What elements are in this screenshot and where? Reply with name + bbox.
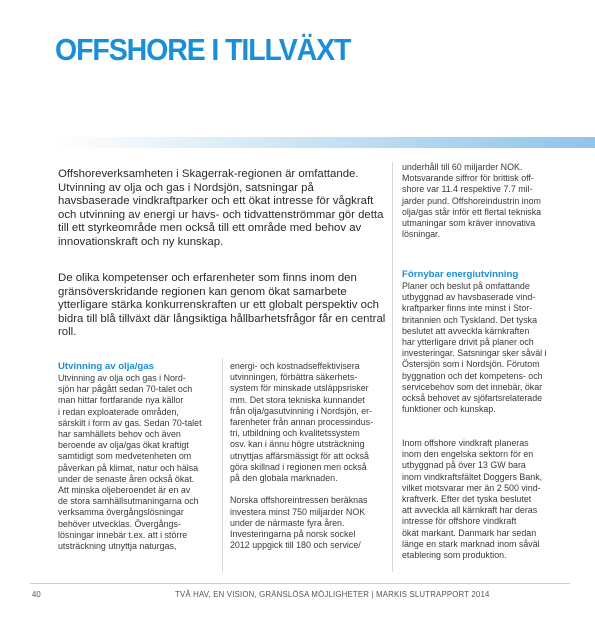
body-text-column: energi- och kostnadseffektivisera utvinningen, förbättra säkerhets- system för minskade utsläppsrisker mm. Det stora tekniska kunnandet från olja/gasutvinning i Nordsjön, er- farenheter från annan processindus- tri, utbildning och kvalitetssystem osv. kan i ännu högre utsträckning utnyttjas affärsmässigt för att också göra skillnad i regionen men också på den globala marknaden. Norska offshoreintressen beräknas investera minst 750 miljarder NOK under de närmaste fyra åren. Investeringarna på norsk sockel 2012 uppgick till 180 och service/ — [230, 361, 374, 551]
body-text-column: Planer och beslut på omfattande utbyggnad av havsbaserade vind- kraftparker finns inte minst i Stor- britannien och Tyskland. Det tyska beslutet att avveckla kärnkraften har ytterligare drivit på planer och investeringar. Satsningar sker såväl i Östersjön som i Nordsjön. Förutom byggnation och det kompetens- och servicebehov som det innebär, ökar också behovet av sjöfartsrelaterade funktioner och kunskap. — [402, 281, 547, 415]
footer-divider — [30, 583, 570, 584]
column-divider — [392, 162, 393, 572]
section-heading-oil-gas: Utvinning av olja/gas — [58, 361, 154, 372]
column-divider — [222, 358, 223, 572]
decorative-gradient-band — [55, 137, 595, 148]
page-number: 40 — [32, 590, 41, 599]
lead-paragraph: De olika kompetenser och erfarenheter som finns inom den gränsöverskridande regionen kan genom ökat samarbete ytterligare stärka konkurrenskraften ur ett globalt perspektiv och bidra till blå tillväxt där långsiktiga hållbarhetsfrågor får en central roll. — [58, 272, 386, 339]
page-title: OFFSHORE I TILLVÄXT — [55, 32, 351, 67]
lead-paragraph: Offshoreverksamheten i Skagerrak-regionen är omfattande. Utvinning av olja och gas i Nordsjön, satsningar på havsbaserade vindkraftparker och ett ökat intresse för vågkraft och utvinning av energi ur havs- och tidvattenströmmar gör detta till ett styrkeområde men också till ett område med behov av innovationskraft och ny kunskap. — [58, 168, 384, 248]
body-text-column: underhåll till 60 miljarder NOK. Motsvarande siffror för brittisk off- shore var 11.4 respektive 7.7 mil- jarder pund. Offshoreindustrin inom olja/gas står inför ett flertal tekniska utmaningar som kräver innovativa lösningar. — [402, 162, 542, 240]
running-footer: TVÅ HAV, EN VISION, GRÄNSLÖSA MÖJLIGHETER | MARKIS SLUTRAPPORT 2014 — [175, 590, 490, 599]
body-text-column: Inom offshore vindkraft planeras inom den engelska sektorn för en utbyggnad på över 13 GW bara inom vindkraftsfältet Doggers Bank, vilket motsvarar mer än 2 500 vind- kraftverk. Efter det tyska beslutet att avveckla all kärnkraft har deras intresse för offshore vindkraft ökat markant. Danmark har sedan länge en stark marknad inom såväl etablering som produktion. — [402, 438, 543, 561]
section-heading-renewable: Förnybar energiutvinning — [402, 269, 519, 280]
body-text-column: Utvinning av olja och gas i Nord- sjön har pågått sedan 70-talet och man hittar fortfarande nya källor i redan exploaterade områden, särskilt i form av gas. Sedan 70-talet har samhällets behov och även beroende av olja/gas ökat kraftigt samtidigt som medvetenheten om påverkan på klimat, natur och hälsa under de senaste åren också ökat. Att minska oljeberoendet är en av de stora samhällsutmaningarna och verksamma övergångslösningar behöver utvecklas. Övergångs- lösningar innebär t.ex. att i större utsträckning utnyttja naturgas, — [58, 373, 202, 552]
